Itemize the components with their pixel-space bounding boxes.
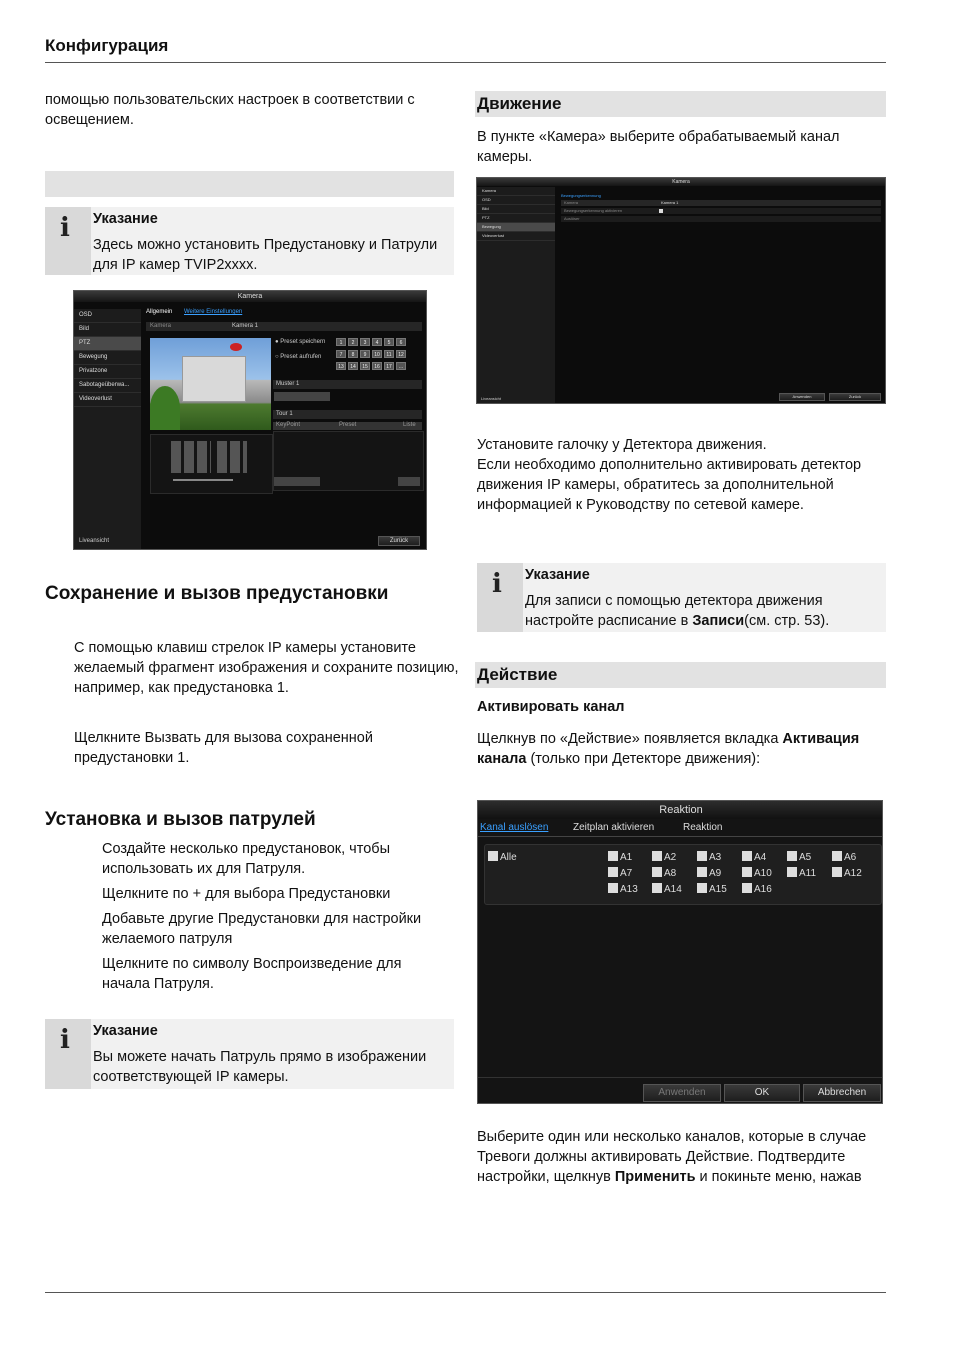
tab-kanal-ausloesen[interactable]: Kanal auslösen bbox=[480, 822, 549, 833]
intro-text: помощью пользовательских настроек в соответствии с освещением. bbox=[45, 92, 415, 128]
note-text: Вы можете начать Патруль прямо в изображении соответствующей IP камеры. bbox=[93, 1049, 427, 1085]
apply-button[interactable]: Anwenden bbox=[643, 1084, 721, 1102]
note-title: Указание bbox=[525, 567, 590, 583]
ptz-control-pad[interactable] bbox=[150, 434, 273, 494]
muster-select[interactable]: Muster 1 bbox=[273, 380, 422, 389]
patrol-item-4: Щелкните по символу Воспроизведение для начала Патруля. bbox=[102, 956, 402, 992]
section-bar-motion: Движение bbox=[475, 91, 886, 117]
heading-save-preset: Сохранение и вызов предустановки bbox=[45, 583, 389, 604]
tab-bewegungserkennung[interactable]: Bewegungserkennung bbox=[561, 193, 601, 198]
page-header-title: Конфигурация bbox=[45, 36, 169, 55]
footer-rule bbox=[45, 1292, 886, 1293]
note-box-patrol bbox=[45, 1019, 454, 1089]
sidebar-item-bild[interactable]: Bild bbox=[477, 205, 555, 214]
sidebar-item-ptz[interactable]: PTZ bbox=[74, 337, 141, 351]
window-title: Kamera bbox=[74, 291, 426, 302]
channel-checkbox[interactable]: A13 bbox=[608, 883, 638, 895]
sidebar-item-sabotage[interactable]: Sabotageüberwa... bbox=[74, 379, 141, 393]
ptz-screenshot bbox=[73, 290, 427, 550]
muster-controls[interactable] bbox=[274, 392, 330, 401]
heading-patrol: Установка и вызов патрулей bbox=[45, 809, 316, 830]
ok-button[interactable]: OK bbox=[724, 1084, 800, 1102]
back-button[interactable]: Zurück bbox=[378, 536, 420, 546]
sidebar-item-ptz[interactable]: PTZ bbox=[477, 214, 555, 223]
channel-checkbox[interactable]: A12 bbox=[832, 867, 862, 879]
sidebar bbox=[477, 187, 555, 404]
note-title: Указание bbox=[93, 211, 158, 227]
back-button[interactable]: Zurück bbox=[829, 393, 881, 401]
sidebar-item-videoverlust[interactable]: Videoverlust bbox=[74, 393, 141, 407]
preset-call-radio[interactable]: ○ Preset aufrufen bbox=[275, 354, 322, 360]
preset-number-grid[interactable]: 1 2 3 4 5 6 7 8 9 10 11 12 13 14 15 16 17 … bbox=[336, 338, 406, 372]
sidebar bbox=[74, 309, 141, 550]
header-rule bbox=[45, 62, 886, 63]
note-title: Указание bbox=[93, 1023, 158, 1039]
tab-zeitplan[interactable]: Zeitplan aktivieren bbox=[573, 822, 655, 833]
tab-weitere[interactable]: Weitere Einstellungen bbox=[184, 309, 243, 315]
section-bar-action: Действие bbox=[475, 662, 886, 688]
reaction-screenshot bbox=[477, 800, 883, 1104]
action-paragraph: Щелкнув по «Действие» появляется вкладка Активация канала (только при Детекторе движения): bbox=[477, 731, 860, 767]
apply-button[interactable]: Anwenden bbox=[779, 393, 825, 401]
channel-checkbox[interactable]: A15 bbox=[697, 883, 727, 895]
kamera-select[interactable]: Kamera Kamera 1 bbox=[561, 200, 881, 206]
sidebar-item-bewegung[interactable]: Bewegung bbox=[74, 351, 141, 365]
sidebar-item-osd[interactable]: OSD bbox=[74, 309, 141, 323]
liveview-button[interactable]: Liveansicht bbox=[481, 396, 502, 401]
info-icon: i bbox=[45, 1019, 91, 1089]
channel-checkbox[interactable]: A1 bbox=[608, 851, 632, 863]
note-text: Здесь можно установить Предустановку и Патрули для IP камер TVIP2xxxx. bbox=[93, 237, 438, 273]
channel-checkbox[interactable]: A3 bbox=[697, 851, 721, 863]
tour-table-header: KeyPoint Preset Liste bbox=[273, 422, 422, 430]
channel-checkbox[interactable]: A9 bbox=[697, 867, 721, 879]
note-box-ptz bbox=[45, 207, 454, 275]
info-icon: i bbox=[45, 207, 91, 275]
note-box-recording bbox=[477, 563, 886, 632]
sidebar-item-videoverlust[interactable]: Videoverlust bbox=[477, 232, 555, 241]
channel-checkbox[interactable]: A11 bbox=[787, 867, 816, 879]
tour-move-buttons[interactable] bbox=[398, 477, 420, 486]
liveview-button[interactable]: Liveansicht bbox=[79, 538, 110, 544]
motion-paragraph-2: Установите галочку у Детектора движения. bbox=[477, 437, 767, 453]
preset-save-radio[interactable]: ● Preset speichern bbox=[275, 339, 326, 345]
channel-checkbox[interactable]: A8 bbox=[652, 867, 676, 879]
patrol-item-3: Добавьте другие Предустановки для настройки желаемого патруля bbox=[102, 911, 422, 947]
channel-checkbox[interactable]: A10 bbox=[742, 867, 772, 879]
motion-paragraph-3: Если необходимо дополнительно активировать детектор движения IP камеры, обратитесь за дополнительной информацией к Руководству по сетевой камере. bbox=[477, 457, 862, 513]
kamera-select[interactable]: Kamera Kamera 1 bbox=[146, 322, 422, 331]
tour-select[interactable]: Tour 1 bbox=[273, 410, 422, 419]
patrol-item-1: Создайте несколько предустановок, чтобы использовать их для Патруля. bbox=[102, 841, 390, 877]
channel-checkbox[interactable]: A2 bbox=[652, 851, 676, 863]
note-text: Для записи с помощью детектора движения настройте расписание в Записи(см. стр. 53). bbox=[525, 593, 830, 629]
checkbox-alle[interactable]: Alle bbox=[488, 851, 517, 863]
patrol-item-2: Щелкните по + для выбора Предустановки bbox=[102, 886, 391, 902]
sidebar-item-bewegung[interactable]: Bewegung bbox=[477, 223, 555, 232]
save-paragraph-2: Щелкните Вызвать для вызова сохраненной предустановки 1. bbox=[74, 730, 373, 766]
tab-allgemein[interactable]: Allgemein bbox=[146, 309, 173, 315]
save-paragraph-1: С помощью клавиш стрелок IP камеры установите желаемый фрагмент изображения и сохраните позицию, например, как предустановка 1. bbox=[74, 640, 459, 696]
channel-checkbox[interactable]: A16 bbox=[742, 883, 772, 895]
channel-checkbox[interactable]: A4 bbox=[742, 851, 766, 863]
motion-paragraph-1: В пункте «Камера» выберите обрабатываемый канал камеры. bbox=[477, 129, 840, 165]
action-subheading: Активировать канал bbox=[477, 699, 625, 715]
camera-preview-image bbox=[150, 338, 271, 430]
sidebar-item-osd[interactable]: OSD bbox=[477, 196, 555, 205]
sidebar-item-kamera[interactable]: Kamera bbox=[477, 187, 555, 196]
tab-reaktion[interactable]: Reaktion bbox=[683, 822, 723, 833]
motion-screenshot bbox=[476, 177, 886, 404]
final-paragraph: Выберите один или несколько каналов, которые в случае Тревоги должны активировать Действие. Подтвердите настройки, щелкнув Применить и покиньте меню, нажав bbox=[477, 1129, 867, 1185]
channel-checkbox[interactable]: A14 bbox=[652, 883, 682, 895]
tour-controls[interactable] bbox=[274, 477, 320, 486]
channel-checkbox[interactable]: A7 bbox=[608, 867, 632, 879]
window-title: Reaktion bbox=[478, 801, 883, 819]
trigger-row[interactable]: Auslöser bbox=[561, 216, 881, 222]
section-bar-empty bbox=[45, 171, 454, 197]
channel-checkbox[interactable]: A6 bbox=[832, 851, 856, 863]
cancel-button[interactable]: Abbrechen bbox=[803, 1084, 881, 1102]
sidebar-item-bild[interactable]: Bild bbox=[74, 323, 141, 337]
motion-enable-row[interactable]: Bewegungserkennung aktivieren bbox=[561, 208, 881, 214]
channel-checkbox[interactable]: A5 bbox=[787, 851, 811, 863]
sidebar-item-privatzone[interactable]: Privatzone bbox=[74, 365, 141, 379]
window-title: Kamera bbox=[477, 178, 885, 186]
info-icon: i bbox=[477, 563, 523, 632]
channel-panel bbox=[484, 844, 882, 905]
